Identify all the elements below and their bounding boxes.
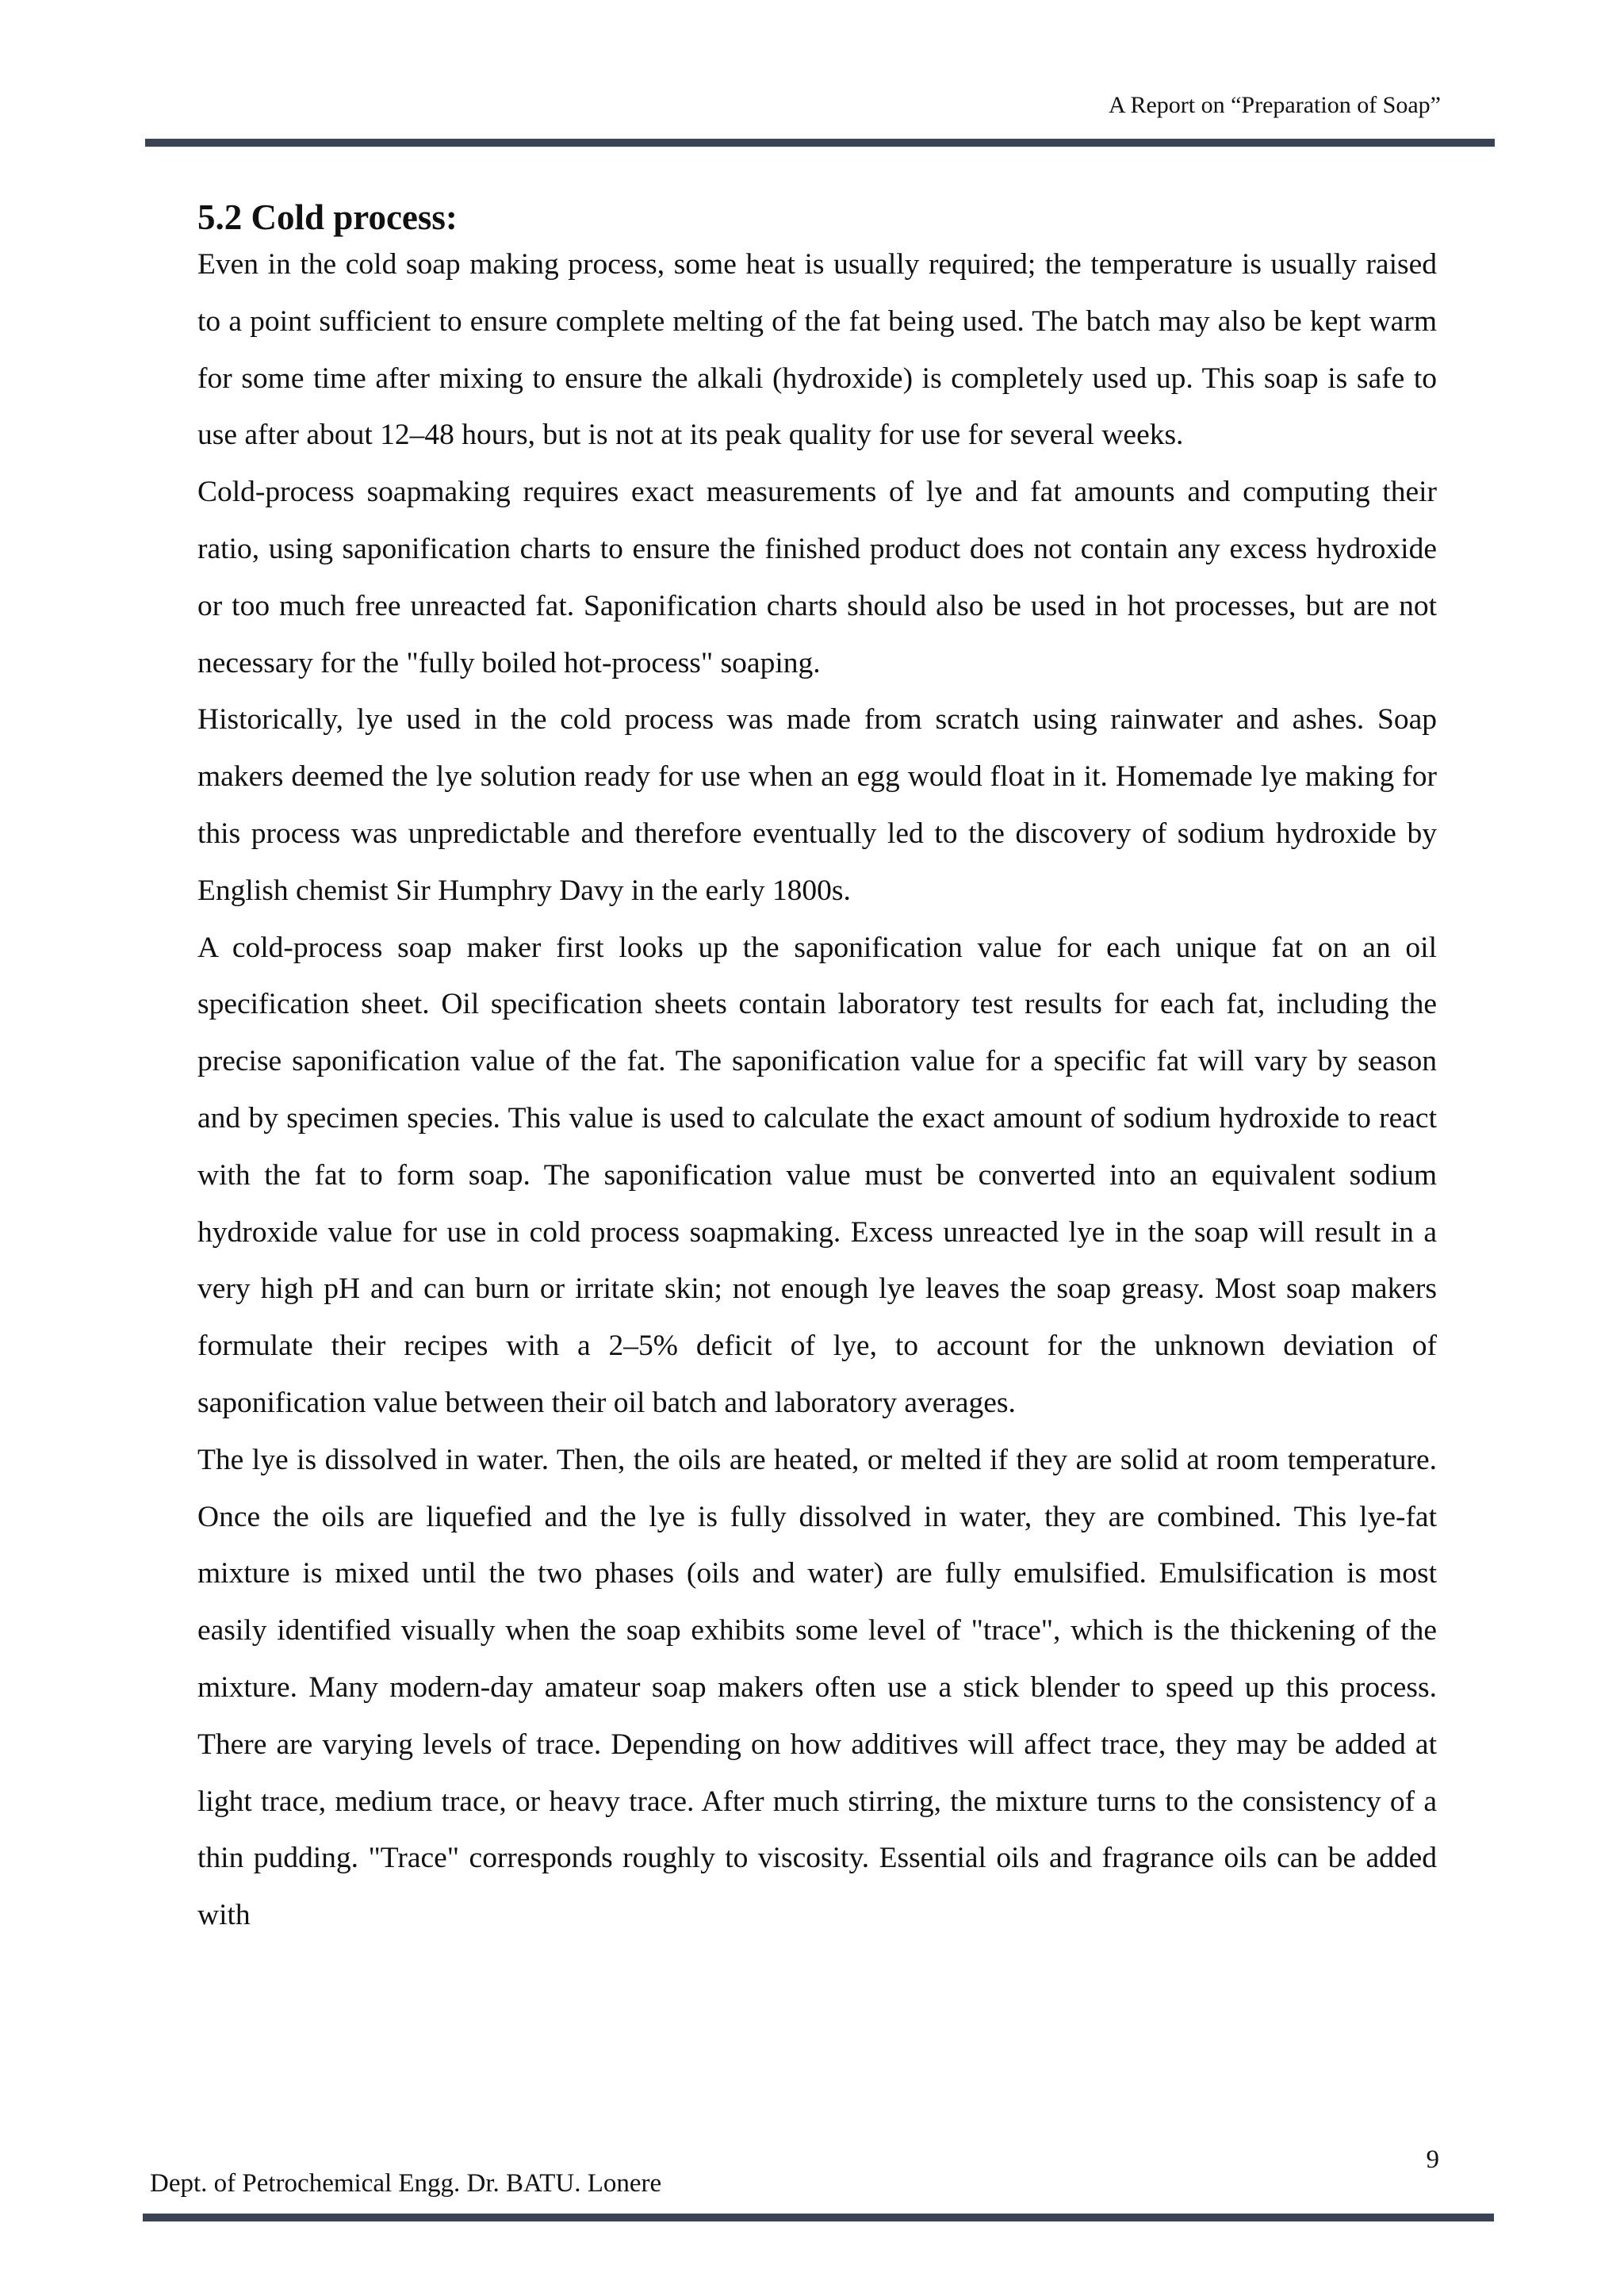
footer-department: Dept. of Petrochemical Engg. Dr. BATU. Lonere (150, 2169, 662, 2198)
header-rule (145, 139, 1495, 147)
section-heading: 5.2 Cold process: (197, 197, 458, 237)
footer-rule (143, 2214, 1494, 2221)
paragraph: The lye is dissolved in water. Then, the oils are heated, or melted if they are solid at room temperature. Once the oils are liquefied and the lye is fully dissolved in water, they are combined. This lye-fat mixture is mixed until the two phases (oils and water) are fully emulsified. Emulsification is most easily identified visually when the soap exhibits some level of "trace", which is the thickening of the mixture. Many modern-day amateur soap makers often use a stick blender to speed up this process. There are varying levels of trace. Depending on how additives will affect trace, they may be added at light trace, medium trace, or heavy trace. After much stirring, the mixture turns to the consistency of a thin pudding. "Trace" corresponds roughly to viscosity. Essential oils and fragrance oils can be added with (197, 1443, 1437, 1932)
paragraph: Cold-process soapmaking requires exact measurements of lye and fat amounts and computing their ratio, using saponification charts to ensure the finished product does not contain any excess hydroxide or too much free unreacted fat. Saponification charts should also be used in hot processes, but are not necessary for the "fully boiled hot-process" soaping. (197, 476, 1437, 679)
paragraph: Even in the cold soap making process, some heat is usually required; the temperature is usually raised to a point sufficient to ensure complete melting of the fat being used. The batch may also be kept warm for some time after mixing to ensure the alkali (hydroxide) is completely used up. This soap is safe to use after about 12–48 hours, but is not at its peak quality for use for several weeks. (197, 248, 1437, 452)
paragraph: A cold-process soap maker first looks up the saponification value for each unique fat on an oil specification sheet. Oil specification sheets contain laboratory test results for each fat, including the precise saponification value of the fat. The saponification value for a specific fat will vary by season and by specimen species. This value is used to calculate the exact amount of sodium hydroxide to react with the fat to form soap. The saponification value must be converted into an equivalent sodium hydroxide value for use in cold process soapmaking. Excess unreacted lye in the soap will result in a very high pH and can burn or irritate skin; not enough lye leaves the soap greasy. Most soap makers formulate their recipes with a 2–5% deficit of lye, to account for the unknown deviation of saponification value between their oil batch and laboratory averages. (197, 931, 1437, 1419)
paragraph: Historically, lye used in the cold process was made from scratch using rainwater and ashes. Soap makers deemed the lye solution ready for use when an egg would float in it. Homemade lye making for this process was unpredictable and therefore eventually led to the discovery of sodium hydroxide by English chemist Sir Humphry Davy in the early 1800s. (197, 703, 1437, 907)
running-header: A Report on “Preparation of Soap” (1108, 92, 1441, 118)
page-number: 9 (1426, 2145, 1439, 2174)
body-text (197, 236, 1437, 1944)
